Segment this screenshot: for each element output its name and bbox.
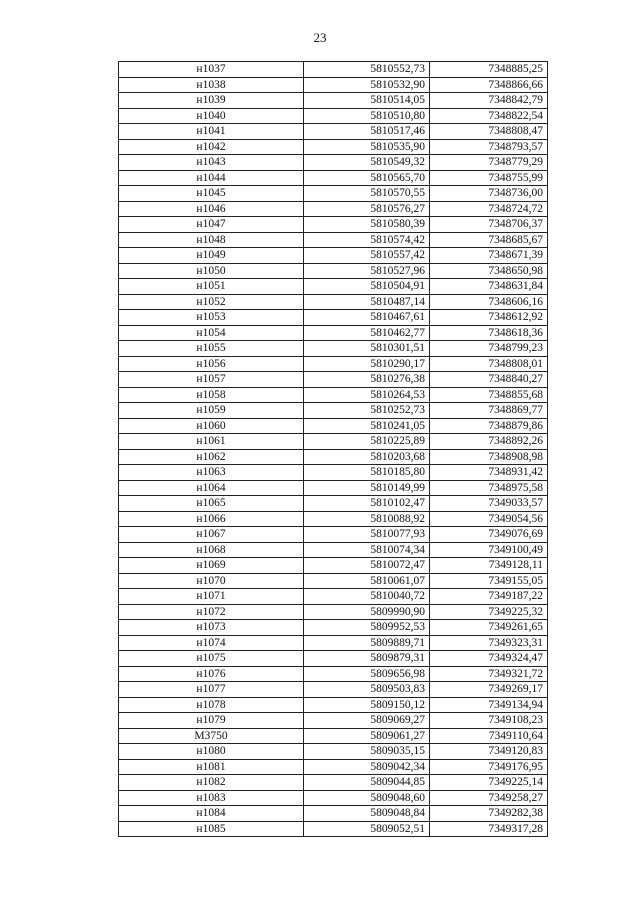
x-coordinate-cell: 5810462,77 [304,325,430,341]
x-coordinate-cell: 5809879,31 [304,651,430,667]
table-row [119,728,548,744]
table-row [119,713,548,729]
point-name-cell: н1082 [119,775,304,791]
table-row [119,310,548,326]
point-name-cell: н1053 [119,310,304,326]
point-name-cell: н1061 [119,434,304,450]
y-coordinate-cell: 7349269,17 [430,682,548,698]
y-coordinate-cell: 7348855,68 [430,387,548,403]
y-coordinate-cell: 7348779,29 [430,155,548,171]
point-name-cell: н1062 [119,449,304,465]
x-coordinate-cell: 5810565,70 [304,170,430,186]
x-coordinate-cell: 5810510,80 [304,108,430,124]
y-coordinate-cell: 7348822,54 [430,108,548,124]
y-coordinate-cell: 7349076,69 [430,527,548,543]
table-row [119,93,548,109]
y-coordinate-cell: 7349225,14 [430,775,548,791]
table-row [119,356,548,372]
table-row [119,744,548,760]
x-coordinate-cell: 5810074,34 [304,542,430,558]
x-coordinate-cell: 5810517,46 [304,124,430,140]
point-name-cell: н1042 [119,139,304,155]
table-row [119,62,548,78]
table-row [119,511,548,527]
table-row [119,77,548,93]
table-row [119,449,548,465]
x-coordinate-cell: 5810532,90 [304,77,430,93]
table-row [119,170,548,186]
x-coordinate-cell: 5810077,93 [304,527,430,543]
point-name-cell: н1081 [119,759,304,775]
point-name-cell: н1041 [119,124,304,140]
point-name-cell: н1076 [119,666,304,682]
table-row [119,217,548,233]
y-coordinate-cell: 7349324,47 [430,651,548,667]
table-row [119,480,548,496]
table-row [119,341,548,357]
point-name-cell: н1073 [119,620,304,636]
point-name-cell: н1066 [119,511,304,527]
point-name-cell: н1040 [119,108,304,124]
x-coordinate-cell: 5810203,68 [304,449,430,465]
y-coordinate-cell: 7348631,84 [430,279,548,295]
y-coordinate-cell: 7348892,26 [430,434,548,450]
table-row [119,124,548,140]
y-coordinate-cell: 7349128,11 [430,558,548,574]
point-name-cell: н1085 [119,821,304,837]
x-coordinate-cell: 5809990,90 [304,604,430,620]
x-coordinate-cell: 5810072,47 [304,558,430,574]
point-name-cell: н1075 [119,651,304,667]
point-name-cell: н1084 [119,806,304,822]
x-coordinate-cell: 5810225,89 [304,434,430,450]
x-coordinate-cell: 5809952,53 [304,620,430,636]
x-coordinate-cell: 5809656,98 [304,666,430,682]
x-coordinate-cell: 5810514,05 [304,93,430,109]
y-coordinate-cell: 7348885,25 [430,62,548,78]
y-coordinate-cell: 7348840,27 [430,372,548,388]
point-name-cell: н1055 [119,341,304,357]
y-coordinate-cell: 7348808,47 [430,124,548,140]
point-name-cell: н1052 [119,294,304,310]
x-coordinate-cell: 5809150,12 [304,697,430,713]
point-name-cell: н1037 [119,62,304,78]
table-row [119,387,548,403]
point-name-cell: МЗ750 [119,728,304,744]
point-name-cell: н1067 [119,527,304,543]
x-coordinate-cell: 5809069,27 [304,713,430,729]
x-coordinate-cell: 5810301,51 [304,341,430,357]
table-row [119,201,548,217]
x-coordinate-cell: 5810487,14 [304,294,430,310]
table-row [119,635,548,651]
point-name-cell: н1058 [119,387,304,403]
x-coordinate-cell: 5810580,39 [304,217,430,233]
x-coordinate-cell: 5810102,47 [304,496,430,512]
table-row [119,682,548,698]
y-coordinate-cell: 7349261,65 [430,620,548,636]
table-row [119,186,548,202]
point-name-cell: н1072 [119,604,304,620]
page-number: 23 [313,30,327,45]
x-coordinate-cell: 5809503,83 [304,682,430,698]
point-name-cell: н1083 [119,790,304,806]
x-coordinate-cell: 5810549,32 [304,155,430,171]
point-name-cell: н1048 [119,232,304,248]
point-name-cell: н1063 [119,465,304,481]
table-row [119,821,548,837]
table-row [119,263,548,279]
y-coordinate-cell: 7349100,49 [430,542,548,558]
table-row [119,558,548,574]
x-coordinate-cell: 5810557,42 [304,248,430,264]
point-name-cell: н1060 [119,418,304,434]
point-name-cell: н1077 [119,682,304,698]
x-coordinate-cell: 5810552,73 [304,62,430,78]
x-coordinate-cell: 5810504,91 [304,279,430,295]
y-coordinate-cell: 7348866,66 [430,77,548,93]
table-row [119,542,548,558]
x-coordinate-cell: 5809052,51 [304,821,430,837]
y-coordinate-cell: 7349176,95 [430,759,548,775]
y-coordinate-cell: 7349321,72 [430,666,548,682]
point-name-cell: н1046 [119,201,304,217]
x-coordinate-cell: 5810040,72 [304,589,430,605]
coordinates-table [118,61,548,837]
y-coordinate-cell: 7348879,86 [430,418,548,434]
table-row [119,248,548,264]
table-row [119,604,548,620]
y-coordinate-cell: 7348808,01 [430,356,548,372]
table-row [119,279,548,295]
y-coordinate-cell: 7349323,31 [430,635,548,651]
table-row [119,496,548,512]
y-coordinate-cell: 7348799,23 [430,341,548,357]
y-coordinate-cell: 7348671,39 [430,248,548,264]
table-row [119,465,548,481]
point-name-cell: н1056 [119,356,304,372]
table-row [119,697,548,713]
point-name-cell: н1054 [119,325,304,341]
y-coordinate-cell: 7348685,67 [430,232,548,248]
table-row [119,620,548,636]
table-row [119,403,548,419]
table-row [119,775,548,791]
point-name-cell: н1057 [119,372,304,388]
y-coordinate-cell: 7348931,42 [430,465,548,481]
x-coordinate-cell: 5809048,60 [304,790,430,806]
y-coordinate-cell: 7349108,23 [430,713,548,729]
y-coordinate-cell: 7348618,36 [430,325,548,341]
y-coordinate-cell: 7348869,77 [430,403,548,419]
x-coordinate-cell: 5809889,71 [304,635,430,651]
x-coordinate-cell: 5810252,73 [304,403,430,419]
x-coordinate-cell: 5809035,15 [304,744,430,760]
y-coordinate-cell: 7348842,79 [430,93,548,109]
point-name-cell: н1065 [119,496,304,512]
point-name-cell: н1049 [119,248,304,264]
y-coordinate-cell: 7349225,32 [430,604,548,620]
table-row [119,325,548,341]
y-coordinate-cell: 7348650,98 [430,263,548,279]
x-coordinate-cell: 5810535,90 [304,139,430,155]
point-name-cell: н1059 [119,403,304,419]
x-coordinate-cell: 5810264,53 [304,387,430,403]
point-name-cell: н1068 [119,542,304,558]
y-coordinate-cell: 7349054,56 [430,511,548,527]
y-coordinate-cell: 7348908,98 [430,449,548,465]
point-name-cell: н1045 [119,186,304,202]
y-coordinate-cell: 7349282,38 [430,806,548,822]
x-coordinate-cell: 5809042,34 [304,759,430,775]
x-coordinate-cell: 5810467,61 [304,310,430,326]
x-coordinate-cell: 5810241,05 [304,418,430,434]
x-coordinate-cell: 5809048,84 [304,806,430,822]
y-coordinate-cell: 7348755,99 [430,170,548,186]
y-coordinate-cell: 7348612,92 [430,310,548,326]
point-name-cell: н1039 [119,93,304,109]
point-name-cell: н1051 [119,279,304,295]
x-coordinate-cell: 5810574,42 [304,232,430,248]
y-coordinate-cell: 7349155,05 [430,573,548,589]
table-row [119,434,548,450]
table-row [119,666,548,682]
point-name-cell: н1079 [119,713,304,729]
y-coordinate-cell: 7348724,72 [430,201,548,217]
y-coordinate-cell: 7348793,57 [430,139,548,155]
point-name-cell: н1038 [119,77,304,93]
x-coordinate-cell: 5810088,92 [304,511,430,527]
point-name-cell: н1071 [119,589,304,605]
y-coordinate-cell: 7348706,37 [430,217,548,233]
x-coordinate-cell: 5809044,85 [304,775,430,791]
table-row [119,372,548,388]
x-coordinate-cell: 5810276,38 [304,372,430,388]
point-name-cell: н1047 [119,217,304,233]
x-coordinate-cell: 5810290,17 [304,356,430,372]
point-name-cell: н1074 [119,635,304,651]
y-coordinate-cell: 7349120,83 [430,744,548,760]
y-coordinate-cell: 7348606,16 [430,294,548,310]
x-coordinate-cell: 5810185,80 [304,465,430,481]
point-name-cell: н1043 [119,155,304,171]
coordinates-table-body [119,62,548,837]
y-coordinate-cell: 7349258,27 [430,790,548,806]
table-row [119,418,548,434]
x-coordinate-cell: 5810149,99 [304,480,430,496]
y-coordinate-cell: 7349110,64 [430,728,548,744]
table-row [119,790,548,806]
table-row [119,806,548,822]
x-coordinate-cell: 5810061,07 [304,573,430,589]
point-name-cell: н1070 [119,573,304,589]
table-row [119,759,548,775]
table-row [119,651,548,667]
x-coordinate-cell: 5810570,55 [304,186,430,202]
point-name-cell: н1078 [119,697,304,713]
table-row [119,155,548,171]
table-row [119,589,548,605]
y-coordinate-cell: 7348736,00 [430,186,548,202]
table-row [119,232,548,248]
table-row [119,527,548,543]
table-row [119,294,548,310]
table-row [119,108,548,124]
point-name-cell: н1050 [119,263,304,279]
y-coordinate-cell: 7349134,94 [430,697,548,713]
y-coordinate-cell: 7349317,28 [430,821,548,837]
y-coordinate-cell: 7349033,57 [430,496,548,512]
point-name-cell: н1044 [119,170,304,186]
table-row [119,573,548,589]
point-name-cell: н1064 [119,480,304,496]
x-coordinate-cell: 5810576,27 [304,201,430,217]
y-coordinate-cell: 7349187,22 [430,589,548,605]
x-coordinate-cell: 5810527,96 [304,263,430,279]
y-coordinate-cell: 7348975,58 [430,480,548,496]
x-coordinate-cell: 5809061,27 [304,728,430,744]
point-name-cell: н1069 [119,558,304,574]
table-row [119,139,548,155]
point-name-cell: н1080 [119,744,304,760]
